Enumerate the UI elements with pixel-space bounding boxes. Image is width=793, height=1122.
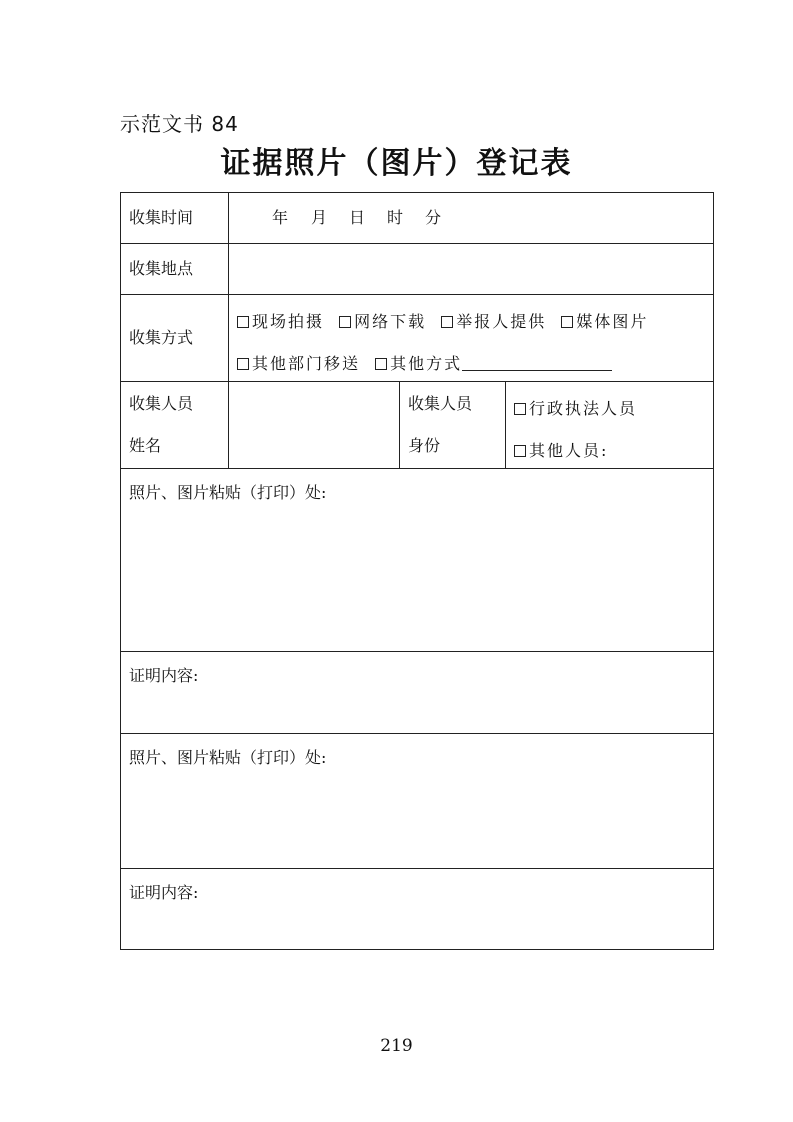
method-option-informant[interactable]: 举报人提供 [441, 312, 546, 331]
minute-unit: 分 [425, 208, 442, 227]
photo-paste-area-2[interactable] [121, 734, 713, 869]
document-number-label: 示范文书 84 [120, 112, 239, 136]
checkbox-icon [375, 358, 387, 370]
collect-place-label: 收集地点 [121, 244, 229, 294]
collect-place-field[interactable] [229, 244, 713, 294]
proof-content-label-1: 证明内容: [129, 666, 199, 685]
collector-identity-options [506, 382, 713, 468]
collect-method-row [121, 295, 713, 382]
collect-method-label: 收集方式 [121, 295, 229, 381]
collector-name-field[interactable] [229, 382, 400, 468]
collect-time-row [121, 193, 713, 244]
collector-row [121, 382, 713, 469]
method-option-download[interactable]: 网络下载 [339, 312, 426, 331]
identity-option-officer[interactable]: 行政执法人员 [514, 396, 637, 419]
photo-paste-label-2: 照片、图片粘贴（打印）处: [129, 748, 327, 767]
method-option-other[interactable]: 其他方式 [375, 354, 612, 373]
checkbox-icon [514, 445, 526, 457]
identity-option-other[interactable]: 其他人员: [514, 438, 608, 461]
day-unit: 日 [349, 208, 366, 227]
checkbox-icon [339, 316, 351, 328]
collect-place-row [121, 244, 713, 295]
method-options-line-2 [237, 351, 612, 374]
page-title: 证据照片（图片）登记表 [220, 146, 573, 181]
checkbox-icon [441, 316, 453, 328]
hour-unit: 时 [387, 208, 404, 227]
proof-content-area-2[interactable] [121, 869, 713, 949]
page-number: 219 [380, 1036, 413, 1056]
collector-name-label: 收集人员 姓名 [121, 382, 229, 468]
proof-content-label-2: 证明内容: [129, 883, 199, 902]
method-option-transfer[interactable]: 其他部门移送 [237, 354, 360, 373]
year-unit: 年 [272, 208, 289, 227]
method-options-line-1 [237, 309, 648, 332]
collect-time-label: 收集时间 [121, 193, 229, 243]
checkbox-icon [237, 358, 249, 370]
other-method-blank-line[interactable] [462, 356, 612, 371]
checkbox-icon [514, 403, 526, 415]
photo-paste-label-1: 照片、图片粘贴（打印）处: [129, 483, 327, 502]
collect-time-field[interactable] [229, 193, 713, 243]
method-option-onsite[interactable]: 现场拍摄 [237, 312, 324, 331]
month-unit: 月 [311, 208, 328, 227]
photo-paste-area-1[interactable] [121, 469, 713, 652]
proof-content-area-1[interactable] [121, 652, 713, 734]
collect-method-options [229, 295, 713, 381]
method-option-media[interactable]: 媒体图片 [561, 312, 648, 331]
checkbox-icon [561, 316, 573, 328]
checkbox-icon [237, 316, 249, 328]
evidence-photo-form [120, 192, 714, 950]
collector-identity-label: 收集人员 身份 [400, 382, 506, 468]
